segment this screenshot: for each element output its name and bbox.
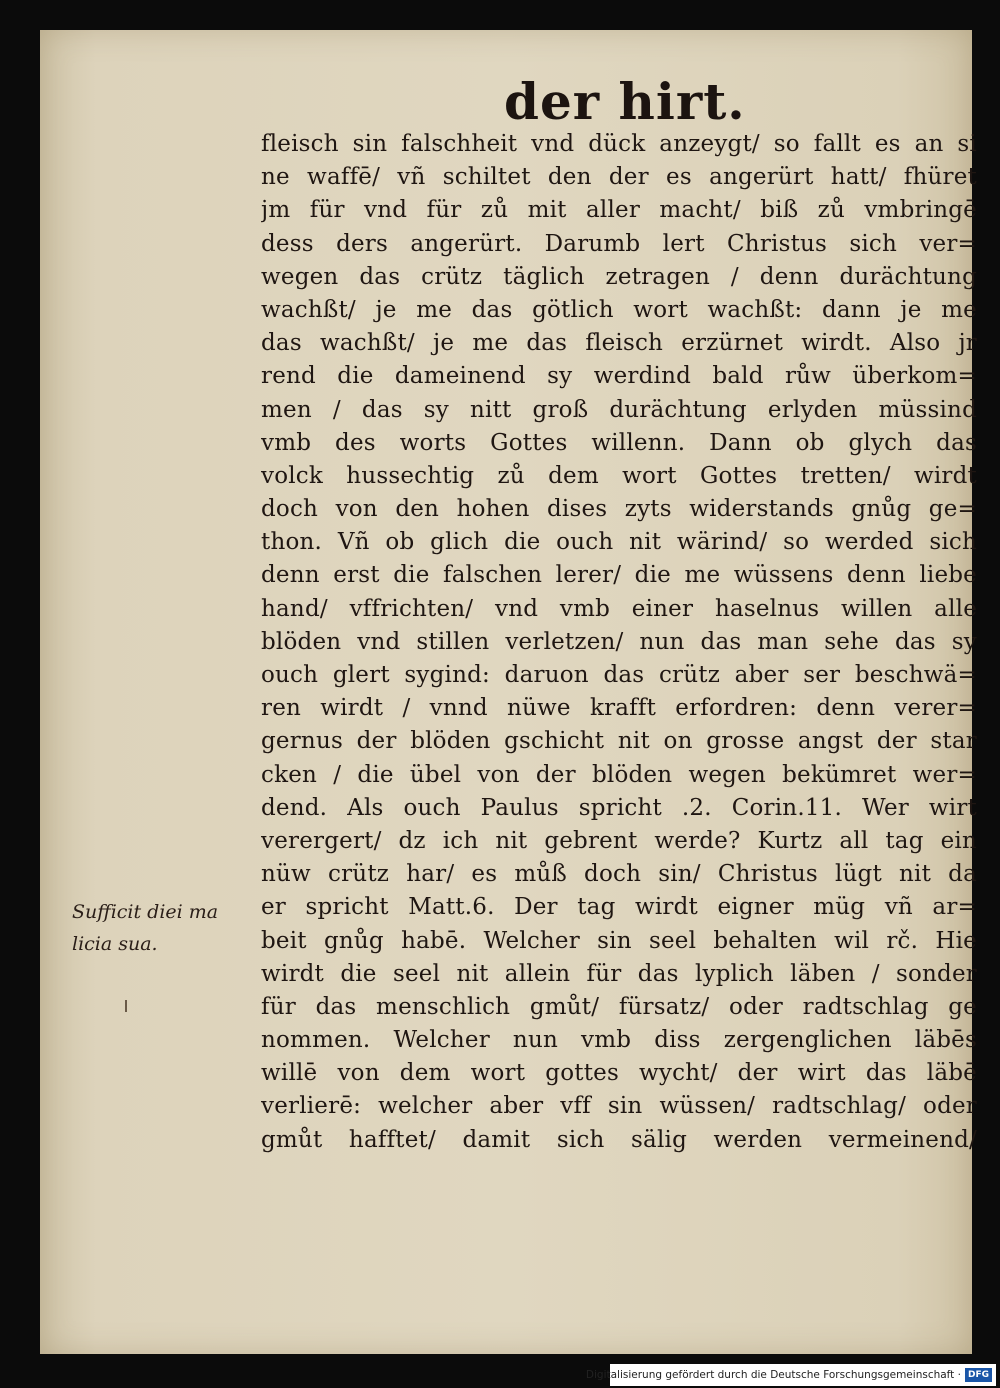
text-line: hand/ vffrichten/ vnd vmb einer haselnus willen alle <box>261 595 977 622</box>
text-line: dend. Als ouch Paulus spricht .2. Corin.11. Wer wirt <box>261 794 977 821</box>
footer-credit: Digitalisierung gefördert durch die Deutsche Forschungsgemeinschaft · <box>585 1369 961 1381</box>
text-line: vmb des worts Gottes willenn. Dann ob glych das <box>261 429 977 456</box>
text-line: gernus der blöden gschicht nit on grosse angst der star <box>261 728 977 755</box>
margin-mark <box>125 1000 127 1012</box>
text-line: cken / die übel von der blöden wegen bekümret wer= <box>261 761 977 788</box>
body-text <box>261 128 977 1157</box>
text-line: für das menschlich gmůt/ fürsatz/ oder radtschlag ge <box>261 993 977 1020</box>
marginal-note <box>72 896 222 960</box>
text-line: wegen das crütz täglich zetragen / denn durächtung <box>261 263 977 290</box>
running-head: der hirt. <box>504 72 746 131</box>
text-line: dess ders angerürt. Darumb lert Christus sich ver= <box>261 230 977 257</box>
text-line: verergert/ dz ich nit gebrent werde? Kurtz all tag ein <box>261 827 977 854</box>
text-line: wirdt die seel nit allein für das lyplich läben / sonder <box>261 960 977 987</box>
text-line: fleisch sin falschheit vnd dück anzeygt/ so fallt es an si <box>261 131 977 157</box>
text-line: doch von den hohen dises zyts widerstands gnůg ge= <box>261 496 977 523</box>
text-line: das wachßt/ je me das fleisch erzürnet wirdt. Also jr <box>261 330 977 357</box>
text-line: willē von dem wort gottes wycht/ der wirt das läbē <box>261 1060 977 1087</box>
text-line: jm für vnd für zů mit aller macht/ biß zů vmbringē <box>261 197 977 224</box>
text-line: gmůt hafftet/ damit sich sälig werden vermeinend/ <box>261 1126 977 1153</box>
text-line: wachßt/ je me das götlich wort wachßt: dann je me <box>261 296 977 323</box>
text-line: thon. Vñ ob glich die ouch nit wärind/ so werded sich <box>261 529 977 556</box>
text-line: denn erst die falschen lerer/ die me wüssens denn liebe <box>261 562 977 589</box>
text-line: beit gnůg habē. Welcher sin seel behalten wil rč. Hie <box>261 927 977 954</box>
text-line: ren wirdt / vnnd nüwe krafft erfordren: denn verer= <box>261 695 977 722</box>
text-line: men / das sy nitt groß durächtung erlyden müssind <box>261 396 977 423</box>
text-line: nüw crütz har/ es můß doch sin/ Christus lügt nit da <box>261 861 977 888</box>
text-line: rend die dameinend sy werdind bald růw überkom= <box>261 363 977 390</box>
text-line: volck hussechtig zů dem wort Gottes tretten/ wirdt <box>261 462 977 489</box>
text-line: verlierē: welcher aber vff sin wüssen/ radtschlag/ oder <box>261 1093 977 1120</box>
marginal-note-line: licia sua. <box>72 933 158 955</box>
text-line: blöden vnd stillen verletzen/ nun das man sehe das sy <box>261 628 977 655</box>
text-line: ouch glert sygind: daruon das crütz aber ser beschwä= <box>261 662 977 688</box>
text-line: nommen. Welcher nun vmb diss zergenglichen läbēs <box>261 1027 977 1054</box>
digitization-footer <box>585 1364 996 1386</box>
text-line: ne waffē/ vñ schiltet den der es angerürt hatt/ fhüret <box>261 164 977 191</box>
marginal-note-line: Sufficit diei ma <box>72 901 219 923</box>
text-line: er spricht Matt.6. Der tag wirdt eigner müg vñ ar= <box>261 894 977 921</box>
dfg-logo: DFG <box>965 1368 992 1382</box>
book-page <box>40 30 977 1354</box>
